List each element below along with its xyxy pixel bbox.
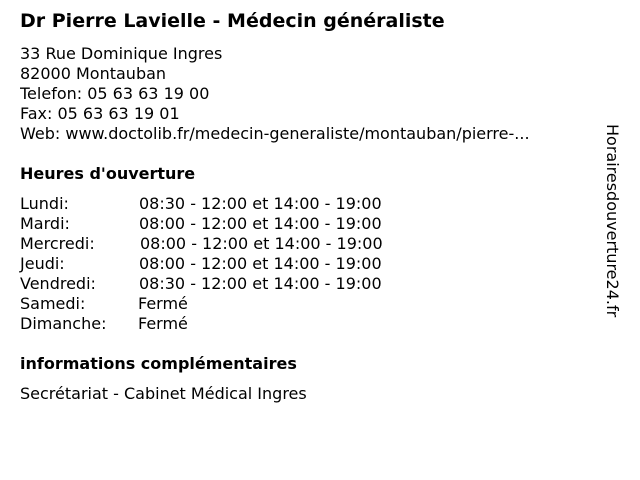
website-link[interactable]: Web: www.doctolib.fr/medecin-generaliste/montauban/pierre-... — [20, 124, 530, 143]
city-address: 82000 Montauban — [20, 64, 167, 83]
additional-info-text: Secrétariat - Cabinet Médical Ingres — [20, 384, 307, 403]
day-label: Jeudi: — [20, 254, 65, 273]
time-value: 08:30 - 12:00 et 14:00 - 19:00 — [139, 274, 382, 293]
opening-hours-heading: Heures d'ouverture — [20, 164, 196, 183]
day-label: Samedi: — [20, 294, 86, 313]
time-value: Fermé — [138, 294, 188, 313]
time-value: 08:00 - 12:00 et 14:00 - 19:00 — [140, 234, 383, 253]
time-value: 08:00 - 12:00 et 14:00 - 19:00 — [139, 214, 382, 233]
time-value: 08:30 - 12:00 et 14:00 - 19:00 — [139, 194, 382, 213]
time-value: 08:00 - 12:00 et 14:00 - 19:00 — [139, 254, 382, 273]
additional-info-heading: informations complémentaires — [20, 354, 297, 373]
time-value: Fermé — [138, 314, 188, 333]
day-label: Mardi: — [20, 214, 70, 233]
day-label: Dimanche: — [20, 314, 107, 333]
day-label: Lundi: — [20, 194, 69, 213]
watermark-text: Horairesdouverture24.fr — [603, 124, 622, 318]
address-block — [20, 44, 595, 144]
day-label: Vendredi: — [20, 274, 96, 293]
page-title: Dr Pierre Lavielle - Médecin généraliste — [20, 10, 445, 32]
street-address: 33 Rue Dominique Ingres — [20, 44, 223, 63]
day-label: Mercredi: — [20, 234, 95, 253]
fax-number: Fax: 05 63 63 19 01 — [20, 104, 180, 123]
phone-number: Telefon: 05 63 63 19 00 — [20, 84, 210, 103]
